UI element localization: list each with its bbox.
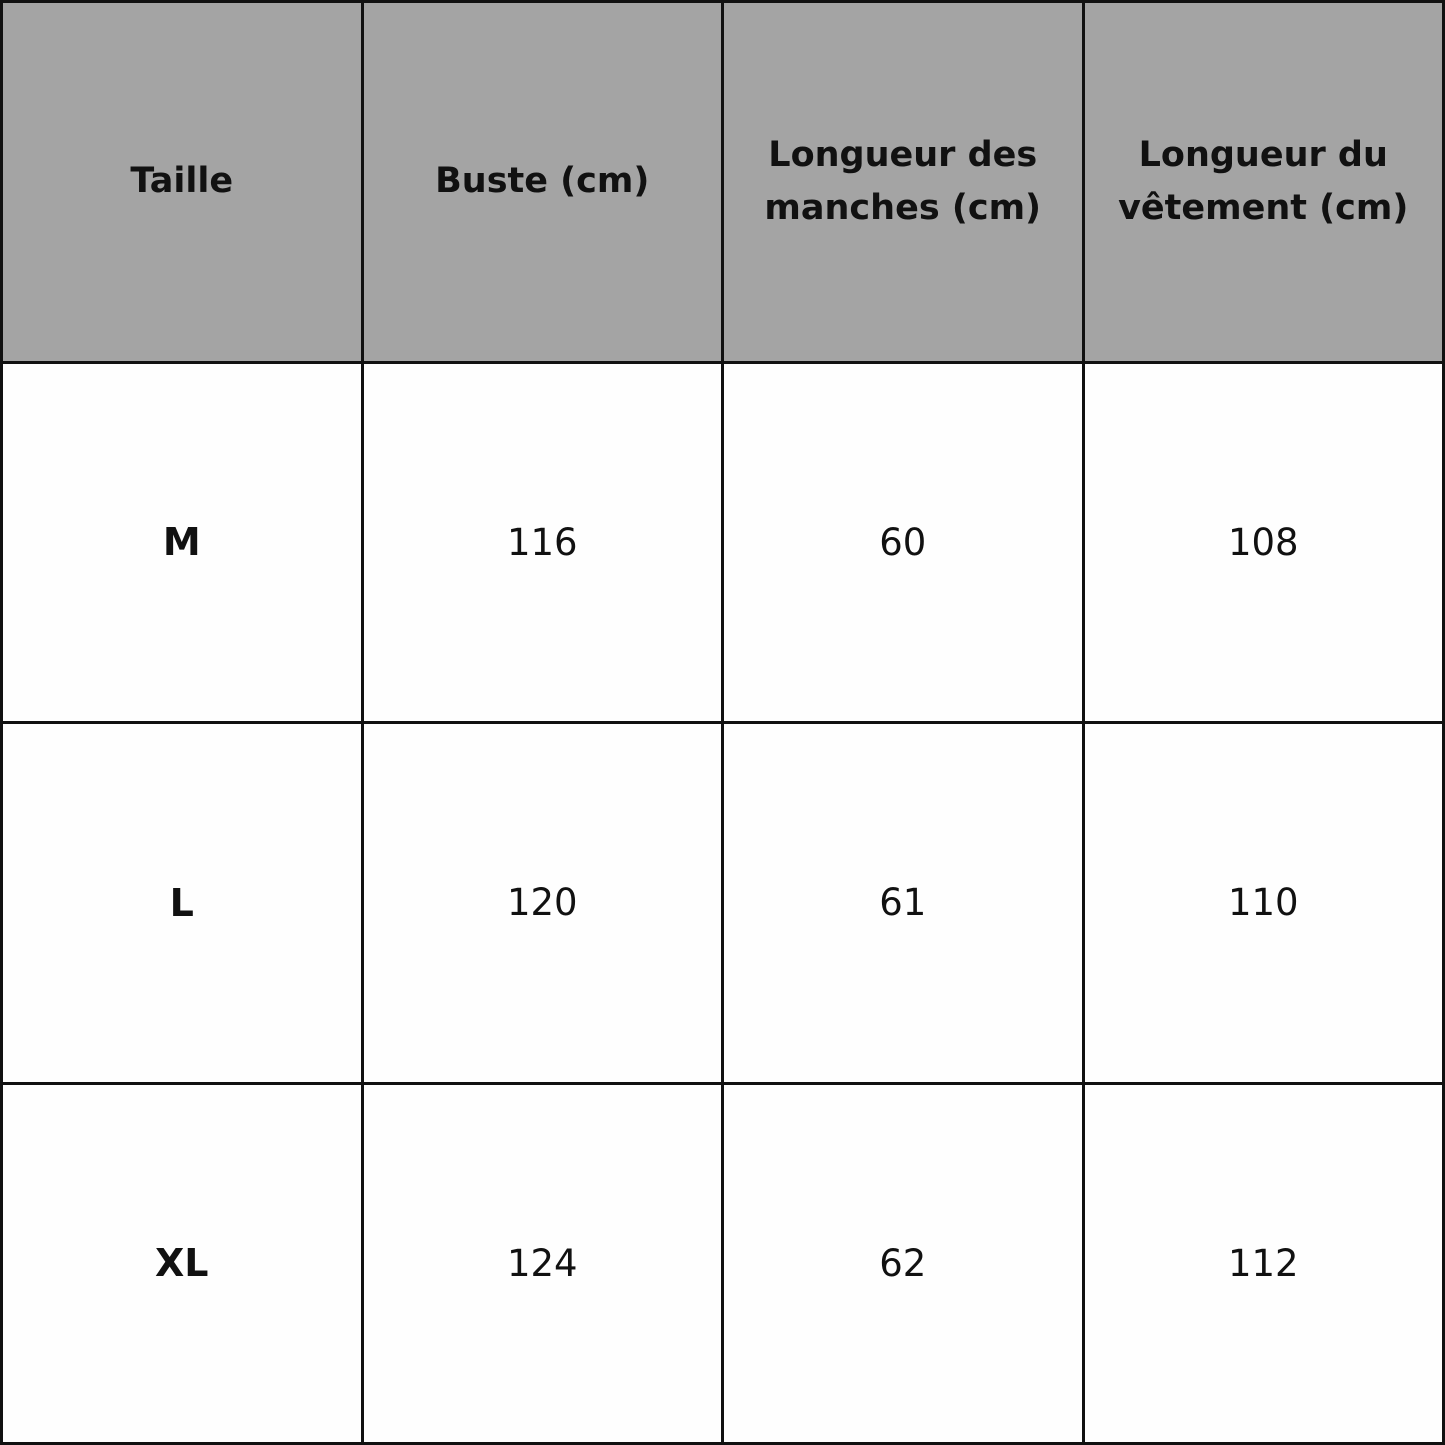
header-garment-length: Longueur du vêtement (cm): [1085, 3, 1443, 361]
row-m-bust: 116: [364, 364, 722, 722]
row-xl-size: XL: [3, 1085, 361, 1443]
row-xl-sleeve-length: 62: [724, 1085, 1082, 1443]
header-sleeve-length: Longueur des manches (cm): [724, 3, 1082, 361]
row-l-sleeve-length: 61: [724, 724, 1082, 1082]
row-m-garment-length: 108: [1085, 364, 1443, 722]
row-l-bust: 120: [364, 724, 722, 1082]
row-xl-garment-length: 112: [1085, 1085, 1443, 1443]
row-m-sleeve-length: 60: [724, 364, 1082, 722]
row-l-garment-length: 110: [1085, 724, 1443, 1082]
row-m-size: M: [3, 364, 361, 722]
row-xl-bust: 124: [364, 1085, 722, 1443]
row-l-size: L: [3, 724, 361, 1082]
header-size: Taille: [3, 3, 361, 361]
header-bust: Buste (cm): [364, 3, 722, 361]
